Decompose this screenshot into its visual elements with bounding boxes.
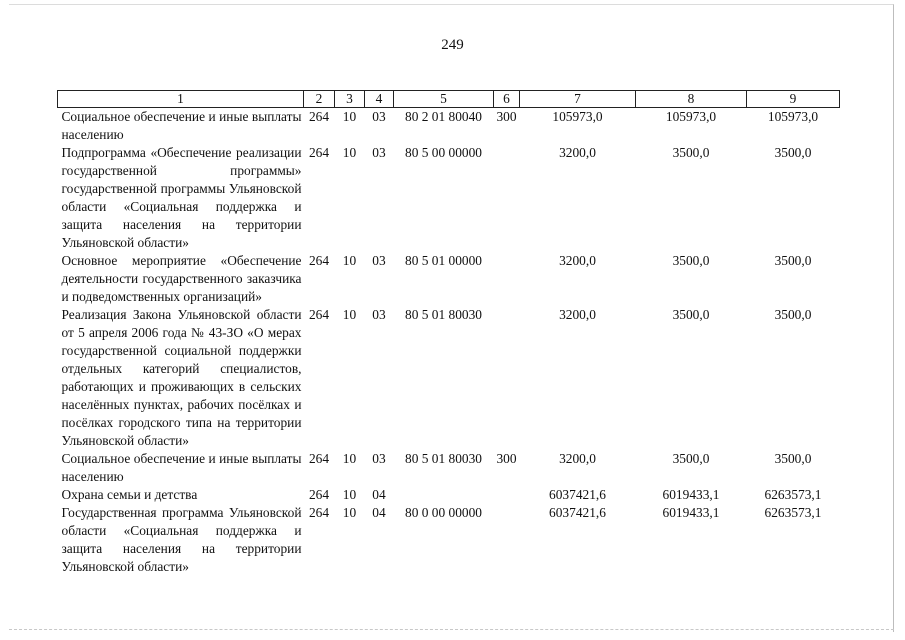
row-code-5: 80 5 01 00000	[405, 253, 482, 268]
row-value-7: 105973,0	[552, 109, 603, 124]
row-value-8: 6019433,1	[662, 487, 720, 502]
row-code-5	[394, 486, 494, 504]
row-code-3: 10	[342, 253, 357, 268]
row-value-8: 3500,0	[672, 145, 710, 160]
table-row	[58, 486, 840, 504]
row-name: Социальное обеспечение и иные выплаты населению	[61, 109, 302, 142]
row-value-7: 3200,0	[559, 253, 596, 268]
row-code-5: 80 5 01 80030	[405, 307, 482, 322]
row-code-3: 10	[342, 307, 357, 322]
row-value-9: 3500,0	[774, 451, 812, 466]
budget-table	[57, 90, 840, 576]
header-cell-7: 7	[520, 91, 636, 108]
row-code-6: 300	[496, 451, 517, 466]
page-number: 249	[441, 37, 464, 53]
header-cell-5: 5	[394, 91, 494, 108]
header-cell-3: 3	[335, 91, 365, 108]
table-row	[58, 504, 840, 576]
row-code-5: 80 5 00 00000	[405, 145, 482, 160]
row-value-9: 3500,0	[774, 253, 812, 268]
table-row	[58, 450, 840, 486]
row-code-6	[494, 306, 520, 450]
row-value-8: 3500,0	[672, 307, 710, 322]
row-code-3: 10	[342, 109, 357, 124]
row-value-8: 3500,0	[672, 451, 710, 466]
row-value-9: 6263573,1	[764, 487, 822, 502]
row-name: Охрана семьи и детства	[61, 487, 198, 502]
row-code-6	[494, 504, 520, 576]
header-cell-9: 9	[747, 91, 840, 108]
page-bottom-edge	[9, 629, 894, 630]
row-name: Реализация Закона Ульяновской области от 5 апреля 2006 года № 43-ЗО «О мерах государственной социальной поддержки отдельных категорий специалистов, работающих и проживающих в сельских населённых пунктах, рабочих посёлках и посёлках городского типа на территории Ульяновской области»	[61, 307, 302, 448]
row-code-5: 80 0 00 00000	[405, 505, 482, 520]
row-code-2: 264	[308, 307, 330, 322]
row-value-7: 3200,0	[559, 145, 596, 160]
row-code-2: 264	[308, 145, 330, 160]
row-value-8: 105973,0	[665, 109, 717, 124]
row-code-2: 264	[308, 505, 330, 520]
row-code-2: 264	[308, 487, 330, 502]
header-cell-6: 6	[494, 91, 520, 108]
row-code-5: 80 2 01 80040	[405, 109, 482, 124]
row-value-9: 6263573,1	[764, 505, 822, 520]
row-code-6: 300	[496, 109, 517, 124]
row-code-4: 04	[372, 505, 386, 520]
row-code-2: 264	[308, 253, 330, 268]
row-code-4: 03	[372, 451, 386, 466]
row-code-3: 10	[342, 145, 357, 160]
row-code-5: 80 5 01 80030	[405, 451, 482, 466]
row-value-8: 6019433,1	[662, 505, 720, 520]
row-name: Социальное обеспечение и иные выплаты населению	[61, 451, 302, 484]
row-code-3: 10	[342, 505, 357, 520]
header-cell-2: 2	[304, 91, 335, 108]
header-cell-1: 1	[58, 91, 304, 108]
row-code-4: 03	[372, 109, 386, 124]
row-code-2: 264	[308, 109, 330, 124]
row-name: Подпрограмма «Обеспечение реализации государственной программы» государственной программы Ульяновской области «Социальная поддержка и защита населения на территории Ульяновской области»	[61, 145, 302, 250]
row-code-6	[494, 486, 520, 504]
row-code-4: 03	[372, 253, 386, 268]
row-code-3: 10	[342, 487, 357, 502]
row-value-9: 3500,0	[774, 307, 812, 322]
row-code-4: 03	[372, 145, 386, 160]
row-value-7: 6037421,6	[549, 505, 606, 520]
row-value-8: 3500,0	[672, 253, 710, 268]
row-value-7: 6037421,6	[549, 487, 606, 502]
row-name: Государственная программа Ульяновской области «Социальная поддержка и защита населения на территории Ульяновской области»	[61, 505, 302, 574]
row-code-6	[494, 252, 520, 306]
row-value-9: 3500,0	[774, 145, 812, 160]
table-row	[58, 144, 840, 252]
header-cell-8: 8	[636, 91, 747, 108]
row-code-2: 264	[308, 451, 330, 466]
row-value-7: 3200,0	[559, 307, 596, 322]
row-code-6	[494, 144, 520, 252]
row-value-7: 3200,0	[559, 451, 596, 466]
table-row	[58, 252, 840, 306]
header-row	[58, 91, 840, 108]
row-code-4: 03	[372, 307, 386, 322]
header-cell-4: 4	[365, 91, 394, 108]
row-value-9: 105973,0	[767, 109, 819, 124]
table-row	[58, 108, 840, 145]
row-code-3: 10	[342, 451, 357, 466]
row-code-4: 04	[372, 487, 386, 502]
table-row	[58, 306, 840, 450]
row-name: Основное мероприятие «Обеспечение деятельности государственного заказчика и подведомственных организаций»	[61, 253, 302, 304]
